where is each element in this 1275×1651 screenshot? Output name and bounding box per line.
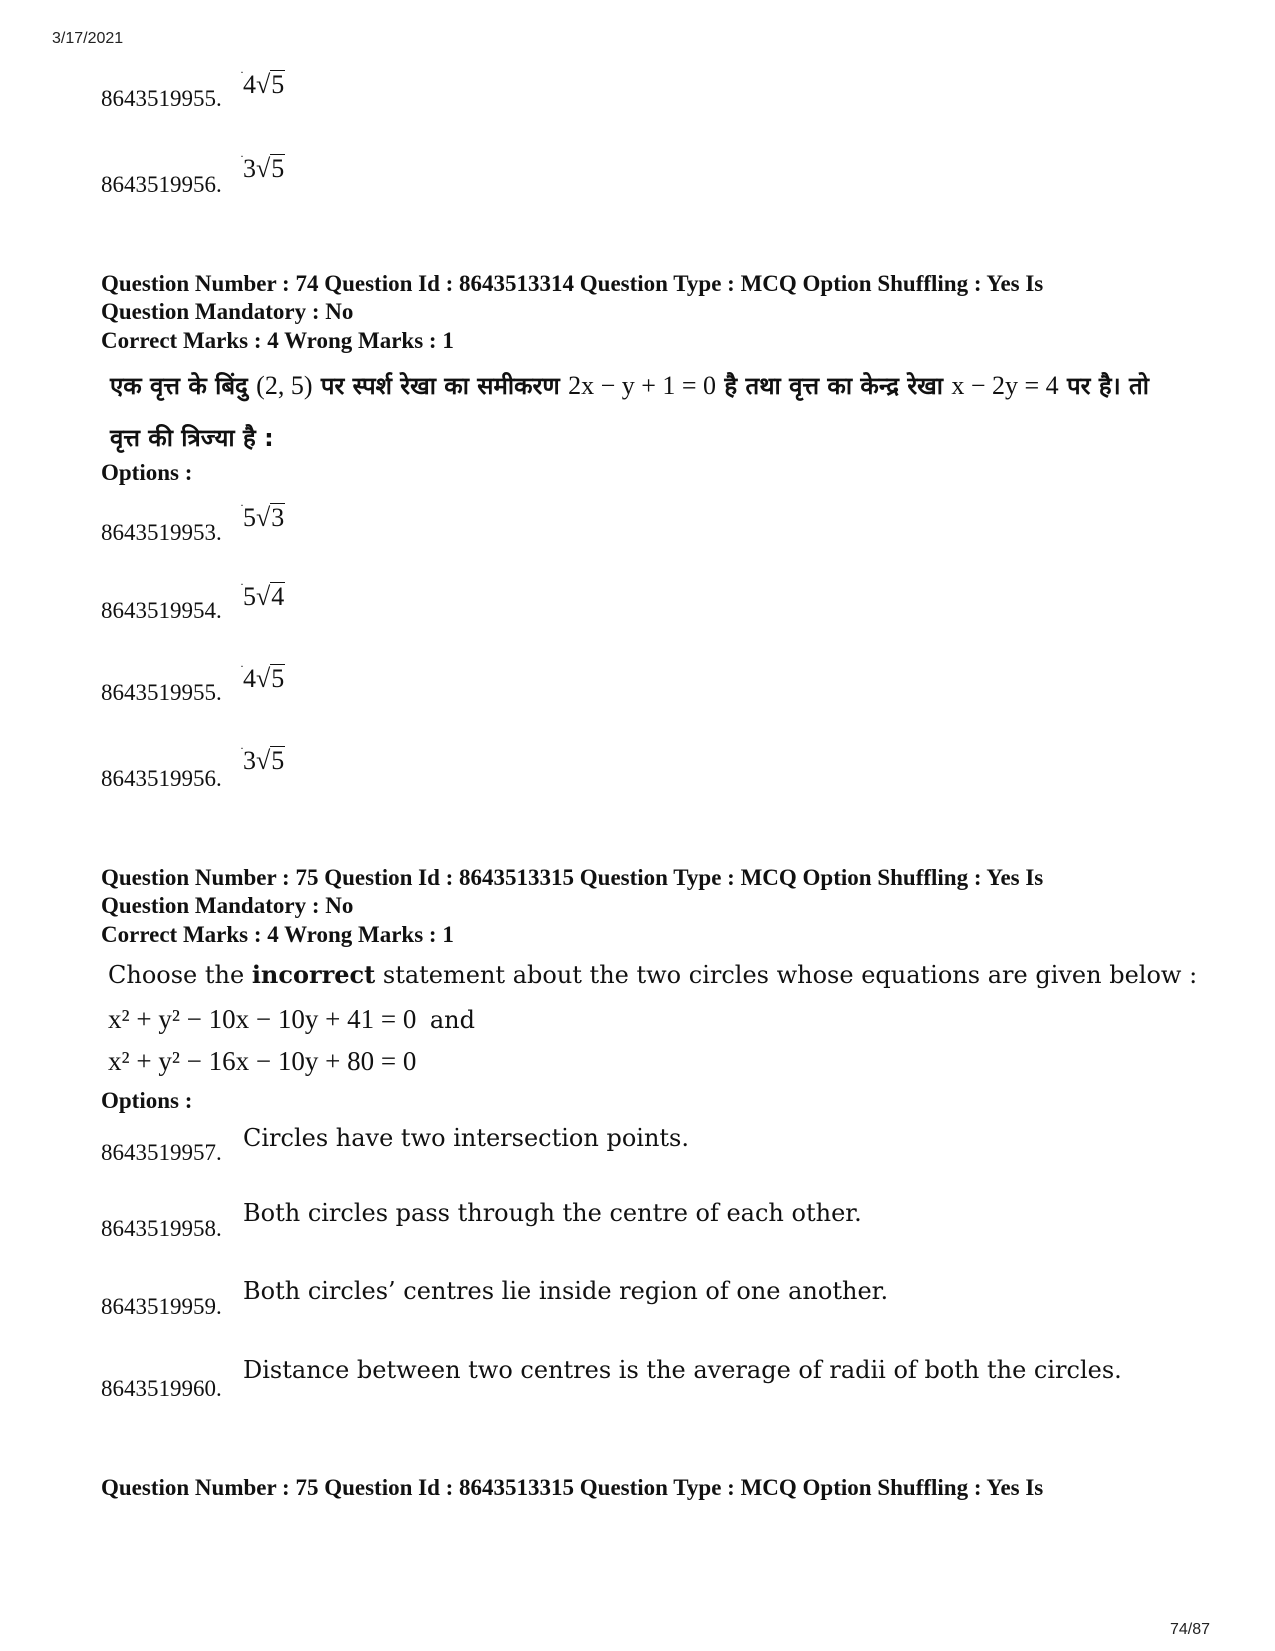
question-74-text: [110, 360, 1190, 464]
option-id: 8643519958.: [101, 1216, 222, 1241]
point-coordinates: (2, 5): [256, 371, 313, 400]
option-id: 8643519959.: [101, 1294, 222, 1319]
option-math: · 3√5: [240, 149, 285, 183]
equation-text: x² + y² − 10x − 10y + 41 = 0: [108, 1004, 417, 1034]
option-math: · 3√5: [240, 741, 285, 775]
coefficient: 5: [243, 503, 256, 532]
radicand: 5: [271, 70, 285, 99]
question-75-marks: Correct Marks : 4 Wrong Marks : 1: [101, 922, 454, 947]
tangent-equation: 2x − y + 1 = 0: [568, 371, 717, 400]
option-math: · 4√5: [240, 659, 285, 693]
equation-1: [108, 1004, 475, 1035]
text-part: statement about the two circles whose equations are given below :: [375, 961, 1198, 989]
coefficient: 4: [243, 70, 256, 99]
option-text: Both circles pass through the centre of each other.: [243, 1199, 862, 1227]
header-line-1: Question Number : 75 Question Id : 8643513315 Question Type : MCQ Option Shuffling : Yes Is: [101, 865, 1044, 890]
question-74-header: [101, 270, 1181, 326]
question-75-statement: [108, 960, 1197, 989]
option-math: · 5√3: [240, 498, 285, 532]
radicand: 4: [271, 582, 285, 611]
question-74-line-1: [110, 360, 1190, 412]
header-line-2: Question Mandatory : No: [101, 299, 354, 324]
option-id: 8643519954.: [101, 598, 222, 623]
page-number: 74/87: [1170, 1621, 1211, 1638]
text-part: Choose the: [108, 961, 252, 989]
coefficient: 5: [243, 582, 256, 611]
line-equation: x − 2y = 4: [951, 371, 1059, 400]
option-text: Distance between two centres is the average of radii of both the circles.: [243, 1356, 1122, 1384]
option-id: 8643519953.: [101, 520, 222, 545]
text-part: एक वृत्त के बिंदु: [110, 372, 257, 400]
option-id: 8643519956.: [101, 172, 222, 197]
option-id: 8643519955.: [101, 680, 222, 705]
emphasis-word: incorrect: [251, 960, 376, 989]
coefficient: 4: [243, 664, 256, 693]
question-74-marks: Correct Marks : 4 Wrong Marks : 1: [101, 328, 454, 353]
option-id: 8643519957.: [101, 1140, 222, 1165]
text-part: है तथा वृत्त का केन्द्र रेखा: [716, 372, 952, 400]
question-75-header: [101, 864, 1181, 920]
header-line-1: Question Number : 74 Question Id : 8643513314 Question Type : MCQ Option Shuffling : Yes Is: [101, 271, 1044, 296]
option-id: 8643519955.: [101, 86, 222, 111]
text-part: पर स्पर्श रेखा का समीकरण: [312, 372, 569, 400]
print-date: 3/17/2021: [52, 30, 124, 47]
option-id: 8643519956.: [101, 766, 222, 791]
radicand: 3: [271, 503, 285, 532]
radicand: 5: [271, 154, 285, 183]
options-label: Options :: [101, 460, 193, 485]
radicand: 5: [271, 664, 285, 693]
option-text: Circles have two intersection points.: [243, 1124, 690, 1152]
header-line-2: Question Mandatory : No: [101, 893, 354, 918]
options-label: Options :: [101, 1088, 193, 1113]
option-text: Both circles’ centres lie inside region of one another.: [243, 1277, 889, 1305]
text-part: पर है। तो: [1058, 372, 1149, 400]
option-math: · 4√5: [240, 65, 285, 99]
coefficient: 3: [243, 154, 256, 183]
question-74-line-2: वृत्त की त्रिज्या है :: [110, 424, 274, 452]
equation-connector: and: [429, 1006, 475, 1034]
option-math: · 5√4: [240, 577, 285, 611]
radicand: 5: [271, 746, 285, 775]
equation-2: x² + y² − 16x − 10y + 80 = 0: [108, 1046, 417, 1076]
coefficient: 3: [243, 746, 256, 775]
next-question-header: Question Number : 75 Question Id : 8643513315 Question Type : MCQ Option Shuffling : Yes Is: [101, 1475, 1044, 1500]
option-id: 8643519960.: [101, 1376, 222, 1401]
